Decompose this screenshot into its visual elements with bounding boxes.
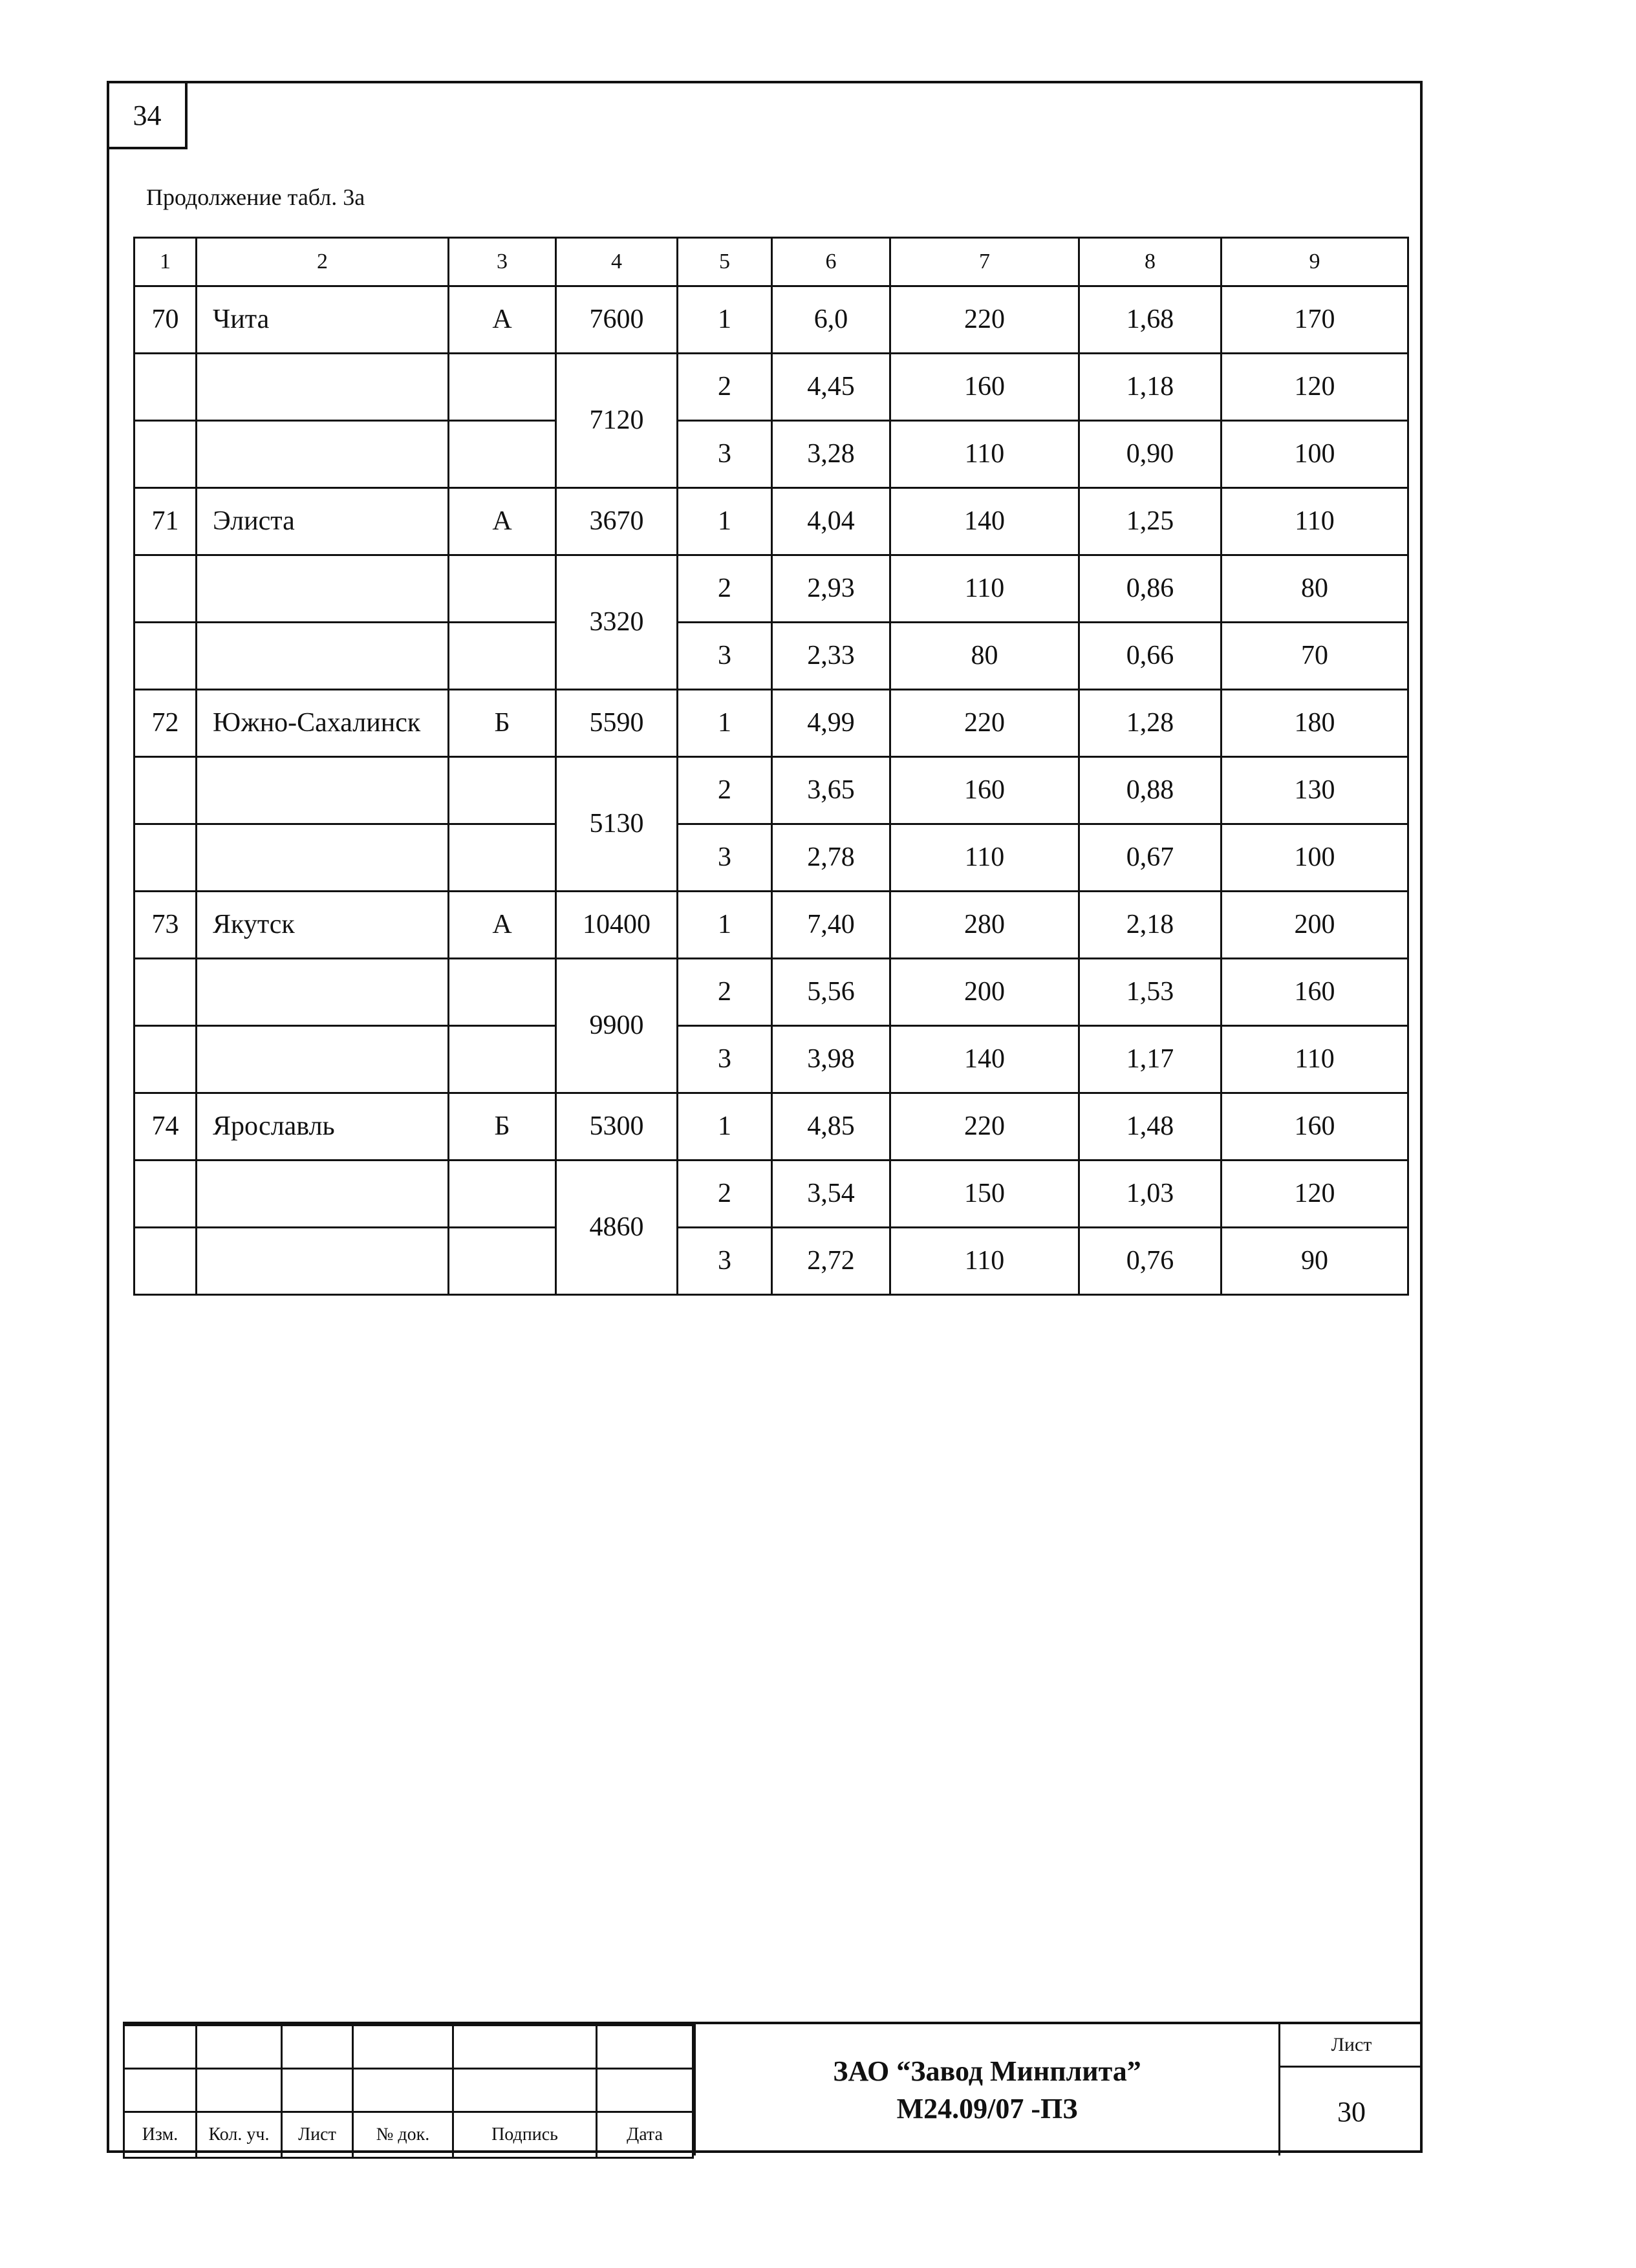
signature-cell <box>124 2069 197 2112</box>
value-col6: 3,54 <box>772 1161 890 1228</box>
column-header: 1 <box>135 238 197 286</box>
empty-cell <box>449 1228 556 1295</box>
value-col9: 130 <box>1222 757 1408 824</box>
value-col8: 2,18 <box>1079 892 1222 959</box>
value-col4: 5300 <box>556 1093 678 1161</box>
table-row <box>135 824 1408 892</box>
sheet-label: Лист <box>1280 2024 1423 2068</box>
value-col6: 4,85 <box>772 1093 890 1161</box>
city-name: Элиста <box>197 488 449 555</box>
value-col8: 0,88 <box>1079 757 1222 824</box>
value-col7: 280 <box>890 892 1079 959</box>
empty-cell <box>197 421 449 488</box>
value-col7: 220 <box>890 690 1079 757</box>
value-col8: 0,66 <box>1079 623 1222 690</box>
table-row <box>135 488 1408 555</box>
empty-cell <box>197 757 449 824</box>
table-row <box>135 959 1408 1026</box>
row-number: 73 <box>135 892 197 959</box>
zone-letter: А <box>449 286 556 354</box>
value-col8: 1,03 <box>1079 1161 1222 1228</box>
value-col5: 1 <box>678 892 772 959</box>
value-col5: 2 <box>678 757 772 824</box>
column-header: 8 <box>1079 238 1222 286</box>
zone-letter: А <box>449 488 556 555</box>
value-col9: 100 <box>1222 421 1408 488</box>
value-col4-merged: 3320 <box>556 555 678 690</box>
city-name: Южно-Сахалинск <box>197 690 449 757</box>
empty-cell <box>449 421 556 488</box>
value-col6: 2,72 <box>772 1228 890 1295</box>
value-col7: 110 <box>890 555 1079 623</box>
row-number: 70 <box>135 286 197 354</box>
value-col4: 7600 <box>556 286 678 354</box>
column-header: 6 <box>772 238 890 286</box>
signature-cell <box>353 2026 453 2069</box>
column-header: 4 <box>556 238 678 286</box>
empty-cell <box>197 623 449 690</box>
signature-label: Изм. <box>124 2112 197 2158</box>
value-col5: 3 <box>678 1026 772 1093</box>
value-col8: 1,17 <box>1079 1026 1222 1093</box>
document-code: М24.09/07 -ПЗ <box>896 2092 1078 2124</box>
value-col9: 110 <box>1222 1026 1408 1093</box>
value-col6: 4,04 <box>772 488 890 555</box>
value-col7: 140 <box>890 1026 1079 1093</box>
empty-cell <box>197 959 449 1026</box>
table-row <box>135 354 1408 421</box>
value-col6: 7,40 <box>772 892 890 959</box>
title-block <box>123 2022 1423 2156</box>
value-col8: 0,86 <box>1079 555 1222 623</box>
page-number: 34 <box>107 81 188 149</box>
value-col6: 2,78 <box>772 824 890 892</box>
value-col6: 3,98 <box>772 1026 890 1093</box>
value-col5: 2 <box>678 1161 772 1228</box>
city-name: Якутск <box>197 892 449 959</box>
value-col8: 0,76 <box>1079 1228 1222 1295</box>
sheet-number: 30 <box>1337 2095 1366 2128</box>
signature-cell <box>124 2026 197 2069</box>
value-col8: 1,68 <box>1079 286 1222 354</box>
column-header: 7 <box>890 238 1079 286</box>
empty-cell <box>197 1161 449 1228</box>
table-row <box>135 757 1408 824</box>
value-col8: 1,48 <box>1079 1093 1222 1161</box>
empty-cell <box>135 1026 197 1093</box>
value-col7: 140 <box>890 488 1079 555</box>
signature-label: Подпись <box>453 2112 597 2158</box>
value-col5: 3 <box>678 824 772 892</box>
value-col5: 1 <box>678 488 772 555</box>
value-col5: 1 <box>678 1093 772 1161</box>
sheet-block <box>1280 2024 1423 2156</box>
value-col4-merged: 4860 <box>556 1161 678 1295</box>
empty-cell <box>449 354 556 421</box>
signature-cell <box>453 2069 597 2112</box>
value-col7: 110 <box>890 1228 1079 1295</box>
value-col7: 110 <box>890 824 1079 892</box>
city-name: Ярославль <box>197 1093 449 1161</box>
empty-cell <box>135 757 197 824</box>
value-col9: 160 <box>1222 959 1408 1026</box>
value-col7: 200 <box>890 959 1079 1026</box>
signature-cell <box>282 2069 353 2112</box>
value-col4-merged: 5130 <box>556 757 678 892</box>
value-col7: 80 <box>890 623 1079 690</box>
value-col4-merged: 9900 <box>556 959 678 1093</box>
empty-cell <box>449 824 556 892</box>
value-col4: 10400 <box>556 892 678 959</box>
value-col9: 200 <box>1222 892 1408 959</box>
table-row <box>135 1161 1408 1228</box>
signature-cell <box>453 2026 597 2069</box>
table-row <box>135 690 1408 757</box>
value-col5: 1 <box>678 690 772 757</box>
table-row <box>135 892 1408 959</box>
value-col5: 2 <box>678 959 772 1026</box>
value-col6: 4,99 <box>772 690 890 757</box>
column-header: 2 <box>197 238 449 286</box>
signature-grid <box>123 2024 694 2159</box>
empty-cell <box>449 1026 556 1093</box>
row-number: 72 <box>135 690 197 757</box>
value-col9: 160 <box>1222 1093 1408 1161</box>
value-col8: 1,25 <box>1079 488 1222 555</box>
value-col8: 1,18 <box>1079 354 1222 421</box>
table-row <box>135 1228 1408 1295</box>
value-col7: 220 <box>890 286 1079 354</box>
value-col5: 1 <box>678 286 772 354</box>
header-row <box>135 238 1408 286</box>
city-name: Чита <box>197 286 449 354</box>
empty-cell <box>197 1228 449 1295</box>
empty-cell <box>135 354 197 421</box>
empty-cell <box>449 555 556 623</box>
data-table <box>133 237 1409 1296</box>
value-col6: 6,0 <box>772 286 890 354</box>
empty-cell <box>197 354 449 421</box>
signature-label: Кол. уч. <box>197 2112 282 2158</box>
empty-cell <box>449 959 556 1026</box>
empty-cell <box>135 421 197 488</box>
empty-cell <box>135 1161 197 1228</box>
value-col6: 3,65 <box>772 757 890 824</box>
value-col6: 2,33 <box>772 623 890 690</box>
empty-cell <box>449 1161 556 1228</box>
empty-cell <box>135 555 197 623</box>
signature-label: Лист <box>282 2112 353 2158</box>
zone-letter: Б <box>449 690 556 757</box>
value-col9: 100 <box>1222 824 1408 892</box>
signature-empty-row <box>124 2069 693 2112</box>
value-col8: 1,28 <box>1079 690 1222 757</box>
signature-cell <box>597 2026 693 2069</box>
value-col5: 2 <box>678 354 772 421</box>
title-block-center <box>694 2024 1280 2156</box>
signature-empty-row <box>124 2026 693 2069</box>
signature-cell <box>282 2026 353 2069</box>
value-col5: 3 <box>678 1228 772 1295</box>
signature-cell <box>353 2069 453 2112</box>
table-row <box>135 286 1408 354</box>
table-row <box>135 555 1408 623</box>
value-col6: 3,28 <box>772 421 890 488</box>
value-col4-merged: 7120 <box>556 354 678 488</box>
value-col4: 3670 <box>556 488 678 555</box>
empty-cell <box>135 824 197 892</box>
company-name: ЗАО “Завод Минплита” <box>833 2055 1141 2088</box>
empty-cell <box>449 623 556 690</box>
value-col9: 90 <box>1222 1228 1408 1295</box>
table-caption: Продолжение табл. 3а <box>146 184 365 210</box>
value-col9: 70 <box>1222 623 1408 690</box>
row-number: 71 <box>135 488 197 555</box>
value-col7: 110 <box>890 421 1079 488</box>
value-col7: 160 <box>890 757 1079 824</box>
column-header: 3 <box>449 238 556 286</box>
value-col8: 0,67 <box>1079 824 1222 892</box>
empty-cell <box>449 757 556 824</box>
column-header: 5 <box>678 238 772 286</box>
value-col4: 5590 <box>556 690 678 757</box>
signature-label: № док. <box>353 2112 453 2158</box>
signature-cell <box>597 2069 693 2112</box>
table-row <box>135 421 1408 488</box>
table-row <box>135 1093 1408 1161</box>
value-col7: 150 <box>890 1161 1079 1228</box>
value-col7: 220 <box>890 1093 1079 1161</box>
value-col9: 80 <box>1222 555 1408 623</box>
empty-cell <box>135 623 197 690</box>
empty-cell <box>197 1026 449 1093</box>
column-header: 9 <box>1222 238 1408 286</box>
table-row <box>135 623 1408 690</box>
zone-letter: А <box>449 892 556 959</box>
value-col5: 3 <box>678 623 772 690</box>
signature-cell <box>197 2069 282 2112</box>
value-col9: 120 <box>1222 1161 1408 1228</box>
signature-label-row <box>124 2112 693 2158</box>
zone-letter: Б <box>449 1093 556 1161</box>
signature-cell <box>197 2026 282 2069</box>
value-col9: 110 <box>1222 488 1408 555</box>
value-col8: 1,53 <box>1079 959 1222 1026</box>
value-col9: 170 <box>1222 286 1408 354</box>
value-col5: 3 <box>678 421 772 488</box>
value-col6: 2,93 <box>772 555 890 623</box>
empty-cell <box>197 824 449 892</box>
table-row <box>135 1026 1408 1093</box>
empty-cell <box>135 1228 197 1295</box>
value-col6: 5,56 <box>772 959 890 1026</box>
value-col8: 0,90 <box>1079 421 1222 488</box>
value-col9: 180 <box>1222 690 1408 757</box>
value-col6: 4,45 <box>772 354 890 421</box>
value-col7: 160 <box>890 354 1079 421</box>
empty-cell <box>197 555 449 623</box>
empty-cell <box>135 959 197 1026</box>
signature-label: Дата <box>597 2112 693 2158</box>
row-number: 74 <box>135 1093 197 1161</box>
value-col9: 120 <box>1222 354 1408 421</box>
value-col5: 2 <box>678 555 772 623</box>
